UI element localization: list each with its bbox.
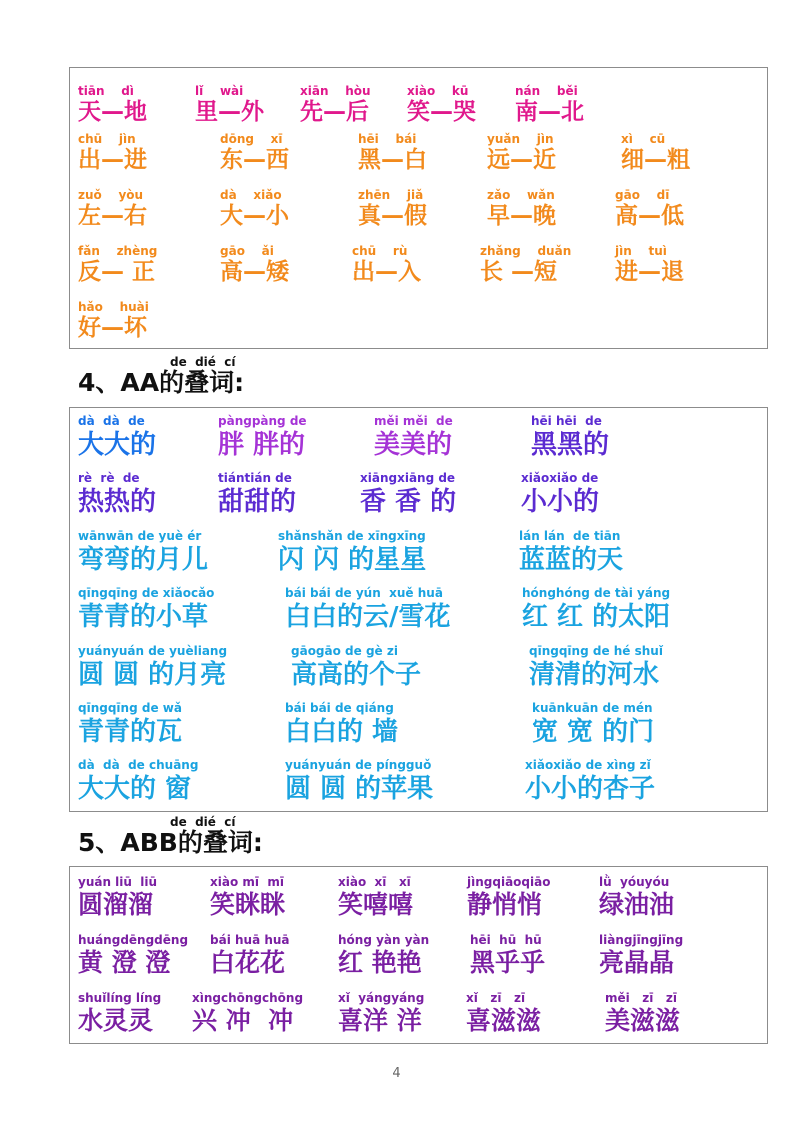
pinyin-text: bái huā huā bbox=[210, 933, 290, 947]
pinyin-text: xiǎoxiǎo de bbox=[521, 471, 599, 485]
pinyin-text: shuǐlíng líng bbox=[78, 991, 162, 1005]
hanzi-text: 香 香 的 bbox=[360, 487, 457, 517]
pinyin-text: xiǎoxiǎo de xìng zǐ bbox=[525, 758, 651, 772]
hanzi-text: 亮晶晶 bbox=[599, 948, 675, 977]
hanzi-text: 清清的河水 bbox=[529, 660, 660, 690]
section-1-entry bbox=[358, 189, 427, 230]
hanzi-text: 出—入 bbox=[352, 259, 421, 285]
pinyin-text: liàngjīngjīng bbox=[599, 933, 684, 947]
hanzi-text: 弯弯的月儿 bbox=[78, 545, 209, 575]
section-4-heading-text: 4、AA的叠词: bbox=[78, 368, 245, 397]
pinyin-text: hēi hū hū bbox=[470, 933, 542, 947]
section-5-entry bbox=[466, 992, 541, 1035]
section-1-entry bbox=[78, 189, 147, 230]
section-4-entry bbox=[285, 702, 398, 747]
hanzi-text: 笑眯眯 bbox=[210, 890, 286, 919]
hanzi-text: 热热的 bbox=[78, 487, 157, 517]
section-4-entry bbox=[522, 587, 670, 632]
pinyin-text: zǎo wǎn bbox=[487, 188, 555, 202]
hanzi-text: 高—低 bbox=[615, 203, 684, 229]
section-1-entry bbox=[220, 245, 289, 286]
pinyin-text: lǐ wài bbox=[195, 84, 244, 98]
section-4-entry bbox=[360, 472, 456, 517]
section-4-entry bbox=[78, 587, 214, 632]
pinyin-text: qīngqīng de hé shuǐ bbox=[529, 644, 663, 658]
hanzi-text: 喜滋滋 bbox=[466, 1006, 542, 1035]
section-1-entry bbox=[195, 85, 264, 126]
hanzi-text: 南—北 bbox=[515, 99, 584, 125]
hanzi-text: 高高的个子 bbox=[291, 660, 422, 690]
section-1-entry bbox=[621, 133, 690, 174]
hanzi-text: 黑—白 bbox=[358, 147, 427, 173]
section-1-entry bbox=[480, 245, 571, 286]
hanzi-text: 出—进 bbox=[78, 147, 147, 173]
pinyin-text: lǜ yóuyóu bbox=[599, 875, 670, 889]
pinyin-text: hǎo huài bbox=[78, 300, 149, 314]
hanzi-text: 小小的 bbox=[521, 487, 600, 517]
hanzi-text: 远—近 bbox=[487, 147, 556, 173]
section-4-entry bbox=[78, 530, 208, 575]
section-5-entry bbox=[467, 876, 550, 919]
pinyin-text: gāo ǎi bbox=[220, 244, 274, 258]
pinyin-text: xiào mī mī bbox=[210, 875, 284, 889]
pinyin-text: xǐ yángyáng bbox=[338, 991, 425, 1005]
hanzi-text: 圆溜溜 bbox=[78, 890, 154, 919]
hanzi-text: 美滋滋 bbox=[605, 1006, 681, 1035]
pinyin-text: dōng xī bbox=[220, 132, 283, 146]
hanzi-text: 大大的 窗 bbox=[78, 774, 192, 804]
section-4-entry bbox=[78, 415, 156, 460]
pinyin-text: zhǎng duǎn bbox=[480, 244, 572, 258]
section-5-entry bbox=[210, 876, 285, 919]
pinyin-text: xiào kū bbox=[407, 84, 469, 98]
pinyin-text: hēi bái bbox=[358, 132, 417, 146]
pinyin-text: xǐ zī zī bbox=[466, 991, 526, 1005]
section-5-heading-text: 5、ABB的叠词: bbox=[78, 828, 263, 857]
hanzi-text: 美美的 bbox=[374, 430, 453, 460]
hanzi-text: 好—坏 bbox=[78, 315, 147, 341]
hanzi-text: 大—小 bbox=[220, 203, 289, 229]
section-4-entry bbox=[278, 530, 426, 575]
pinyin-text: měi zī zī bbox=[605, 991, 678, 1005]
page-number: 4 bbox=[392, 1066, 401, 1081]
section-4-entry bbox=[525, 759, 655, 804]
pinyin-text: chū rù bbox=[352, 244, 408, 258]
section-5-entry bbox=[78, 934, 188, 977]
section-1-entry bbox=[515, 85, 584, 126]
section-1-entry bbox=[487, 133, 556, 174]
section-4-heading bbox=[78, 356, 244, 397]
pinyin-text: huángdēngdēng bbox=[78, 933, 189, 947]
pinyin-text: lán lán de tiān bbox=[519, 529, 621, 543]
hanzi-text: 青青的瓦 bbox=[78, 717, 183, 747]
pinyin-text: yuán liū liū bbox=[78, 875, 158, 889]
pinyin-text: chū jìn bbox=[78, 132, 136, 146]
pinyin-text: xì cū bbox=[621, 132, 666, 146]
section-4-entry bbox=[78, 759, 198, 804]
hanzi-text: 早—晚 bbox=[487, 203, 556, 229]
hanzi-text: 细—粗 bbox=[621, 147, 690, 173]
hanzi-text: 长 —短 bbox=[480, 259, 558, 285]
pinyin-text: bái bái de yún xuě huā bbox=[285, 586, 443, 600]
hanzi-text: 胖 胖的 bbox=[218, 430, 306, 460]
pinyin-text: tiántián de bbox=[218, 471, 292, 485]
pinyin-text: fǎn zhèng bbox=[78, 244, 158, 258]
section-5-entry bbox=[599, 876, 674, 919]
section-5-entry bbox=[470, 934, 545, 977]
hanzi-text: 先—后 bbox=[300, 99, 369, 125]
section-1-entry bbox=[220, 133, 289, 174]
hanzi-text: 反— 正 bbox=[78, 259, 156, 285]
hanzi-text: 喜洋 洋 bbox=[338, 1006, 422, 1035]
section-4-entry bbox=[291, 645, 421, 690]
hanzi-text: 真—假 bbox=[358, 203, 427, 229]
pinyin-text: rè rè de bbox=[78, 471, 140, 485]
section-4-entry bbox=[521, 472, 599, 517]
section-4-entry bbox=[285, 759, 433, 804]
hanzi-text: 黑乎乎 bbox=[470, 948, 546, 977]
pinyin-text: wānwān de yuè ér bbox=[78, 529, 202, 543]
pinyin-text: kuānkuān de mén bbox=[532, 701, 653, 715]
hanzi-text: 大大的 bbox=[78, 430, 157, 460]
section-1-entry bbox=[78, 301, 149, 342]
section-4-entry bbox=[78, 472, 156, 517]
pinyin-text: qīngqīng de xiǎocǎo bbox=[78, 586, 215, 600]
hanzi-text: 红 红 的太阳 bbox=[522, 602, 671, 632]
section-5-entry bbox=[78, 876, 157, 919]
pinyin-text: tiān dì bbox=[78, 84, 134, 98]
hanzi-text: 笑—哭 bbox=[407, 99, 476, 125]
hanzi-text: 蓝蓝的天 bbox=[519, 545, 624, 575]
pinyin-text: dà dà de chuāng bbox=[78, 758, 199, 772]
pinyin-text: gāo dī bbox=[615, 188, 670, 202]
hanzi-text: 青青的小草 bbox=[78, 602, 209, 632]
section-5-entry bbox=[338, 876, 413, 919]
pinyin-text: dà xiǎo bbox=[220, 188, 282, 202]
hanzi-text: 红 艳艳 bbox=[338, 948, 422, 977]
section-4-entry bbox=[519, 530, 623, 575]
hanzi-text: 黄 澄 澄 bbox=[78, 948, 171, 977]
hanzi-text: 白白的云/雪花 bbox=[285, 602, 451, 632]
pinyin-text: shǎnshǎn de xīngxīng bbox=[278, 529, 426, 543]
pinyin-text: měi měi de bbox=[374, 414, 453, 428]
section-5-entry bbox=[605, 992, 680, 1035]
section-4-entry bbox=[374, 415, 453, 460]
pinyin-text: pàngpàng de bbox=[218, 414, 307, 428]
pinyin-text: jìn tuì bbox=[615, 244, 667, 258]
pinyin-text: zuǒ yòu bbox=[78, 188, 144, 202]
section-5-entry bbox=[192, 992, 303, 1035]
section-4-entry bbox=[529, 645, 663, 690]
pinyin-text: yuǎn jìn bbox=[487, 132, 554, 146]
section-5-heading-pinyin: de dié cí bbox=[170, 815, 236, 829]
section-1-entry bbox=[300, 85, 371, 126]
section-1-entry bbox=[352, 245, 421, 286]
hanzi-text: 白白的 墙 bbox=[285, 717, 399, 747]
section-5-entry bbox=[210, 934, 290, 977]
section-1-entry bbox=[78, 133, 147, 174]
pinyin-text: zhēn jiǎ bbox=[358, 188, 424, 202]
hanzi-text: 左—右 bbox=[78, 203, 147, 229]
hanzi-text: 小小的杏子 bbox=[525, 774, 656, 804]
hanzi-text: 静悄悄 bbox=[467, 890, 543, 919]
hanzi-text: 里—外 bbox=[195, 99, 264, 125]
hanzi-text: 甜甜的 bbox=[218, 487, 297, 517]
hanzi-text: 笑嘻嘻 bbox=[338, 890, 414, 919]
pinyin-text: hēi hēi de bbox=[531, 414, 602, 428]
hanzi-text: 高—矮 bbox=[220, 259, 289, 285]
hanzi-text: 水灵灵 bbox=[78, 1006, 154, 1035]
section-1-entry bbox=[487, 189, 556, 230]
pinyin-text: xiān hòu bbox=[300, 84, 371, 98]
section-4-heading-pinyin: de dié cí bbox=[170, 355, 236, 369]
section-4-entry bbox=[532, 702, 654, 747]
hanzi-text: 兴 冲 冲 bbox=[192, 1006, 294, 1035]
section-4-entry bbox=[78, 645, 227, 690]
pinyin-text: bái bái de qiáng bbox=[285, 701, 394, 715]
section-4-entry bbox=[285, 587, 451, 632]
section-4-entry bbox=[531, 415, 609, 460]
section-4-entry bbox=[78, 702, 182, 747]
section-1-entry bbox=[220, 189, 289, 230]
section-5-entry bbox=[599, 934, 683, 977]
section-1-entry bbox=[615, 189, 684, 230]
pinyin-text: qīngqīng de wǎ bbox=[78, 701, 182, 715]
section-5-entry bbox=[338, 992, 424, 1035]
pinyin-text: xìngchōngchōng bbox=[192, 991, 304, 1005]
pinyin-text: xiào xī xī bbox=[338, 875, 411, 889]
hanzi-text: 东—西 bbox=[220, 147, 289, 173]
section-1-entry bbox=[358, 133, 427, 174]
pinyin-text: nán běi bbox=[515, 84, 578, 98]
pinyin-text: yuányuán de píngguǒ bbox=[285, 758, 432, 772]
section-4-entry bbox=[218, 415, 307, 460]
section-4-entry bbox=[218, 472, 296, 517]
section-1-entry bbox=[78, 245, 157, 286]
section-1-entry bbox=[615, 245, 684, 286]
pinyin-text: gāogāo de gè zi bbox=[291, 644, 398, 658]
section-5-entry bbox=[78, 992, 161, 1035]
pinyin-text: hóng yàn yàn bbox=[338, 933, 430, 947]
section-5-entry bbox=[338, 934, 429, 977]
hanzi-text: 闪 闪 的星星 bbox=[278, 545, 427, 575]
section-1-entry bbox=[407, 85, 476, 126]
section-1-entry bbox=[78, 85, 147, 126]
pinyin-text: hónghóng de tài yáng bbox=[522, 586, 671, 600]
hanzi-text: 黑黑的 bbox=[531, 430, 610, 460]
pinyin-text: xiāngxiāng de bbox=[360, 471, 456, 485]
hanzi-text: 白花花 bbox=[210, 948, 286, 977]
pinyin-text: jìngqiāoqiāo bbox=[467, 875, 551, 889]
hanzi-text: 圆 圆 的苹果 bbox=[285, 774, 434, 804]
hanzi-text: 天—地 bbox=[78, 99, 147, 125]
hanzi-text: 宽 宽 的门 bbox=[532, 717, 655, 747]
pinyin-text: yuányuán de yuèliang bbox=[78, 644, 228, 658]
pinyin-text: dà dà de bbox=[78, 414, 145, 428]
hanzi-text: 圆 圆 的月亮 bbox=[78, 660, 227, 690]
hanzi-text: 绿油油 bbox=[599, 890, 675, 919]
section-5-heading bbox=[78, 816, 263, 857]
hanzi-text: 进—退 bbox=[615, 259, 684, 285]
